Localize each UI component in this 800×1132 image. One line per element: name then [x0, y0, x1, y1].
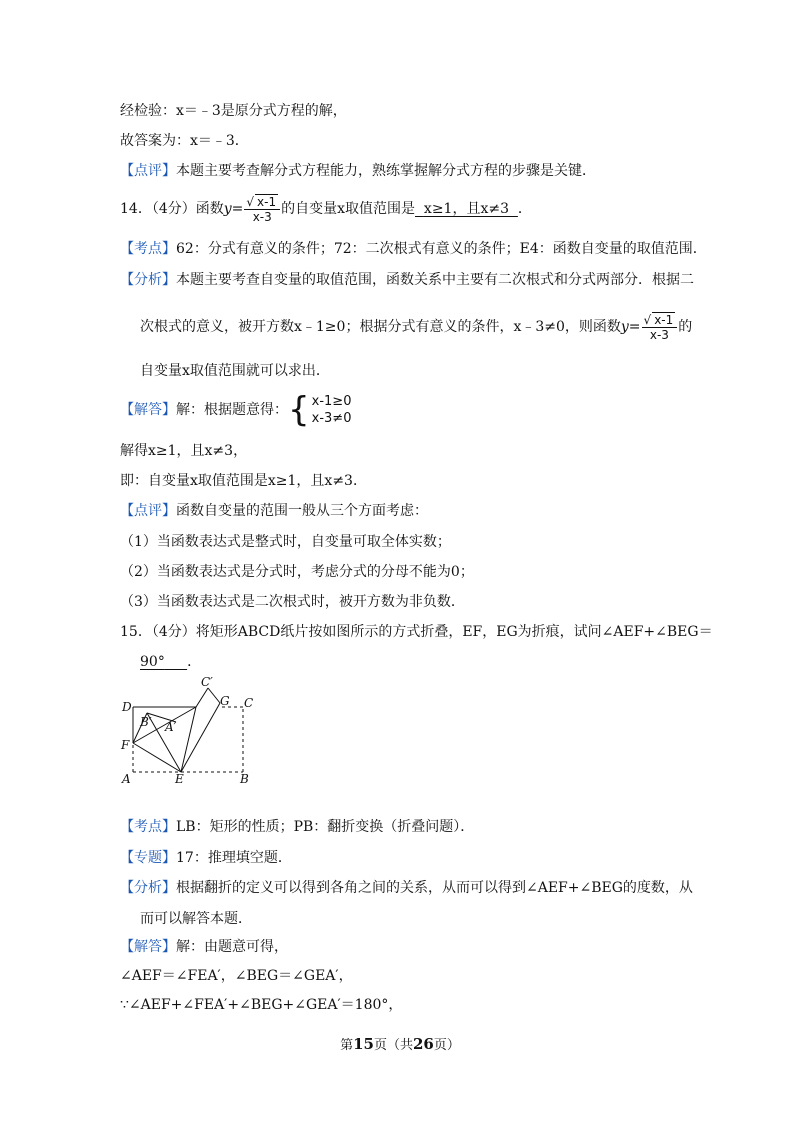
fraction-q14: $\frac{√ x-1}{x-3}$	[244, 195, 280, 224]
solution-step-1: ∠AEF＝∠FEA′，∠BEG＝∠GEA′，	[120, 968, 353, 984]
case-3: （3）当函数表达式是二次根式时，被开方数为非负数．	[120, 594, 465, 610]
label-D: D	[122, 700, 132, 714]
label-A-prime: A′	[165, 720, 177, 734]
tag-topic: 【专题】	[120, 850, 176, 866]
solution-result-1: 解得x≥1，且x≠3，	[120, 443, 248, 459]
label-B-prime: B′	[140, 715, 152, 729]
question-15-answer: 90° ．	[140, 654, 202, 670]
tag-analysis: 【分析】	[120, 272, 176, 288]
topic-line: 【专题】17：推理填空题．	[120, 850, 292, 866]
solution-line-14: 【解答】解：根据题意得： { x-1≥0 x-3≠0	[120, 390, 352, 430]
solution-line-15: 【解答】解：由题意可得，	[120, 939, 288, 955]
answer-blank-15: 90°	[140, 654, 165, 670]
folding-figure	[116, 675, 266, 787]
tag-kaodian: 【考点】	[120, 241, 176, 257]
comment-line-2: 【点评】函数自变量的范围一般从三个方面考虑：	[120, 503, 428, 519]
analysis-line-4: 【分析】根据翻折的定义可以得到各角之间的关系，从而可以得到∠AEF+∠BEG的度数，从	[120, 880, 693, 896]
case-1: （1）当函数表达式是整式时，自变量可取全体实数；	[120, 534, 451, 550]
analysis-line-1: 【分析】本题主要考查自变量的取值范围，函数关系中主要有二次根式和分式两部分．根据二	[120, 272, 694, 288]
tag-solution: 【解答】	[120, 402, 176, 418]
label-A: A	[122, 772, 131, 786]
question-14: 14．（4分）函数y= $\frac{√ x-1}{x-3}$ 的自变量x取值范围是 x≥1，且x≠3 ．	[120, 194, 532, 224]
answer-blank-14: x≥1，且x≠3	[423, 201, 509, 217]
text-line-verify: 经检验：x＝﹣3是原分式方程的解，	[120, 103, 347, 119]
label-C: C	[244, 696, 254, 710]
solution-step-2: ∵∠AEF+∠FEA′+∠BEG+∠GEA′＝180°，	[120, 997, 403, 1013]
current-page: 15	[353, 1035, 374, 1053]
tag-analysis-2: 【分析】	[120, 880, 176, 896]
case-2: （2）当函数表达式是分式时，考虑分式的分母不能为0；	[120, 564, 474, 580]
inequality-system: { x-1≥0 x-3≠0	[288, 390, 352, 430]
total-pages: 26	[413, 1035, 434, 1053]
kaodian-line: 【考点】62：分式有意义的条件；72：二次根式有意义的条件；E4：函数自变量的取值范围．	[120, 241, 707, 257]
fraction-analysis: $\frac{√ x-1}{x-3}$	[642, 313, 678, 342]
analysis-line-3: 自变量x取值范围就可以求出．	[140, 363, 330, 379]
tag-kaodian-2: 【考点】	[120, 819, 176, 835]
comment-line: 【点评】本题主要考查解分式方程能力，熟练掌握解分式方程的步骤是关键．	[120, 163, 596, 179]
solution-result-2: 即：自变量x取值范围是x≥1，且x≠3．	[120, 473, 367, 489]
analysis-line-2: 次根式的意义，被开方数x﹣1≥0；根据分式有意义的条件，x﹣3≠0，则函数y= $\frac{√ x-1}{x-3}$ 的	[140, 312, 693, 342]
kaodian-line-2: 【考点】LB：矩形的性质；PB：翻折变换（折叠问题）．	[120, 819, 475, 835]
question-15: 15．（4分）将矩形ABCD纸片按如图所示的方式折叠，EF，EG为折痕，试问∠AEF+∠BEG＝	[120, 624, 713, 640]
label-E: E	[175, 772, 184, 786]
label-F: F	[121, 738, 130, 752]
analysis-line-5: 而可以解答本题．	[140, 911, 252, 927]
tag-comment-2: 【点评】	[120, 503, 176, 519]
label-C-prime: C′	[201, 675, 213, 689]
text-line-answer: 故答案为：x＝﹣3．	[120, 133, 249, 149]
label-G: G	[220, 694, 230, 708]
tag-solution-2: 【解答】	[120, 939, 176, 955]
tag-comment: 【点评】	[120, 163, 176, 179]
label-B: B	[240, 772, 249, 786]
page-footer: 第15页（共26页）	[340, 1035, 460, 1053]
